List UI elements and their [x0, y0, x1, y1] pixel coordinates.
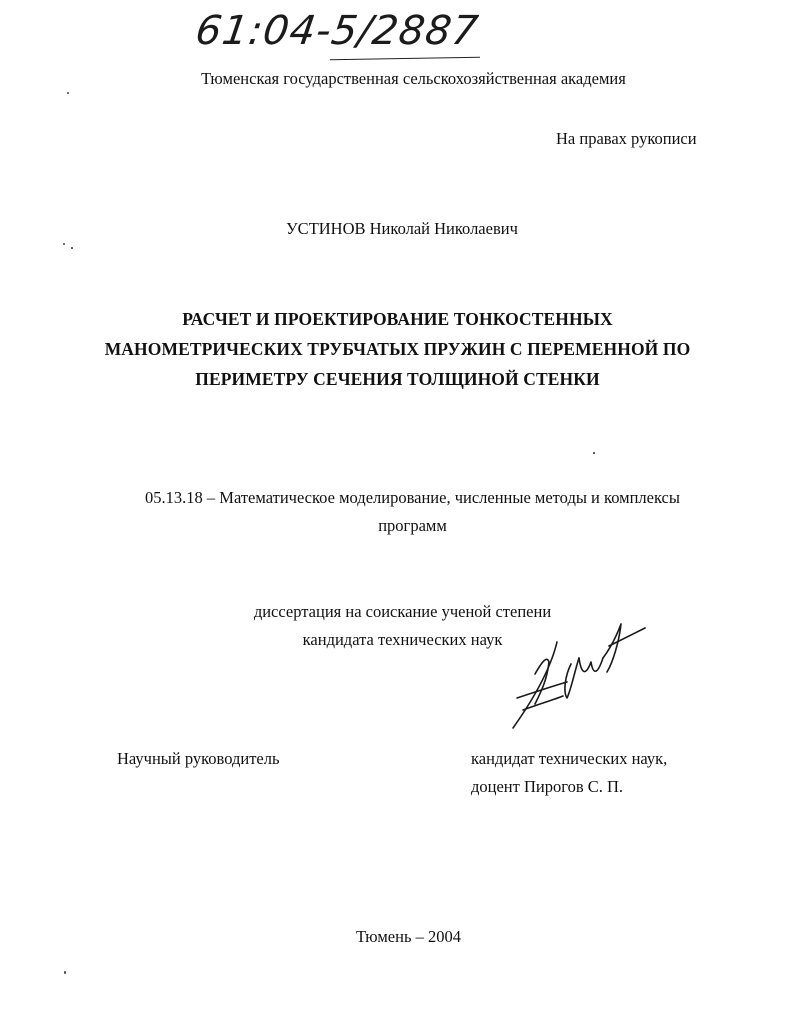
title-line: ПЕРИМЕТРУ СЕЧЕНИЯ ТОЛЩИНОЙ СТЕНКИ — [195, 369, 600, 389]
dissertation-title — [0, 304, 795, 394]
archive-code: 61:04-5/2887 — [192, 8, 482, 54]
degree-line: диссертация на соискание ученой степени — [253, 602, 552, 621]
manuscript-rights: На правах рукописи — [556, 129, 697, 148]
degree-line: кандидата технических наук — [302, 630, 503, 649]
scan-speck — [593, 452, 595, 454]
scan-speck — [63, 243, 65, 245]
handwritten-signature-icon — [505, 612, 655, 732]
scan-speck — [67, 92, 69, 94]
specialty: 05.13.18 – Математическое моделирование, численные методы и комплексы программ — [145, 488, 680, 535]
supervisor-degree: кандидат технических наук, — [471, 749, 668, 768]
scan-speck — [64, 971, 66, 974]
author-name: УСТИНОВ Николай Николаевич — [286, 219, 518, 238]
title-line: РАСЧЕТ И ПРОЕКТИРОВАНИЕ ТОНКОСТЕННЫХ — [182, 309, 613, 329]
institution-name: Тюменская государственная сельскохозяйственная академия — [201, 69, 626, 88]
supervisor-label: Научный руководитель — [117, 749, 280, 768]
scan-speck — [71, 247, 73, 249]
archive-code-underline — [330, 57, 480, 61]
title-line: МАНОМЕТРИЧЕСКИХ ТРУБЧАТЫХ ПРУЖИН С ПЕРЕМЕННОЙ ПО — [104, 339, 691, 359]
supervisor-name: доцент Пирогов С. П. — [471, 777, 624, 796]
city-year: Тюмень – 2004 — [356, 927, 461, 946]
